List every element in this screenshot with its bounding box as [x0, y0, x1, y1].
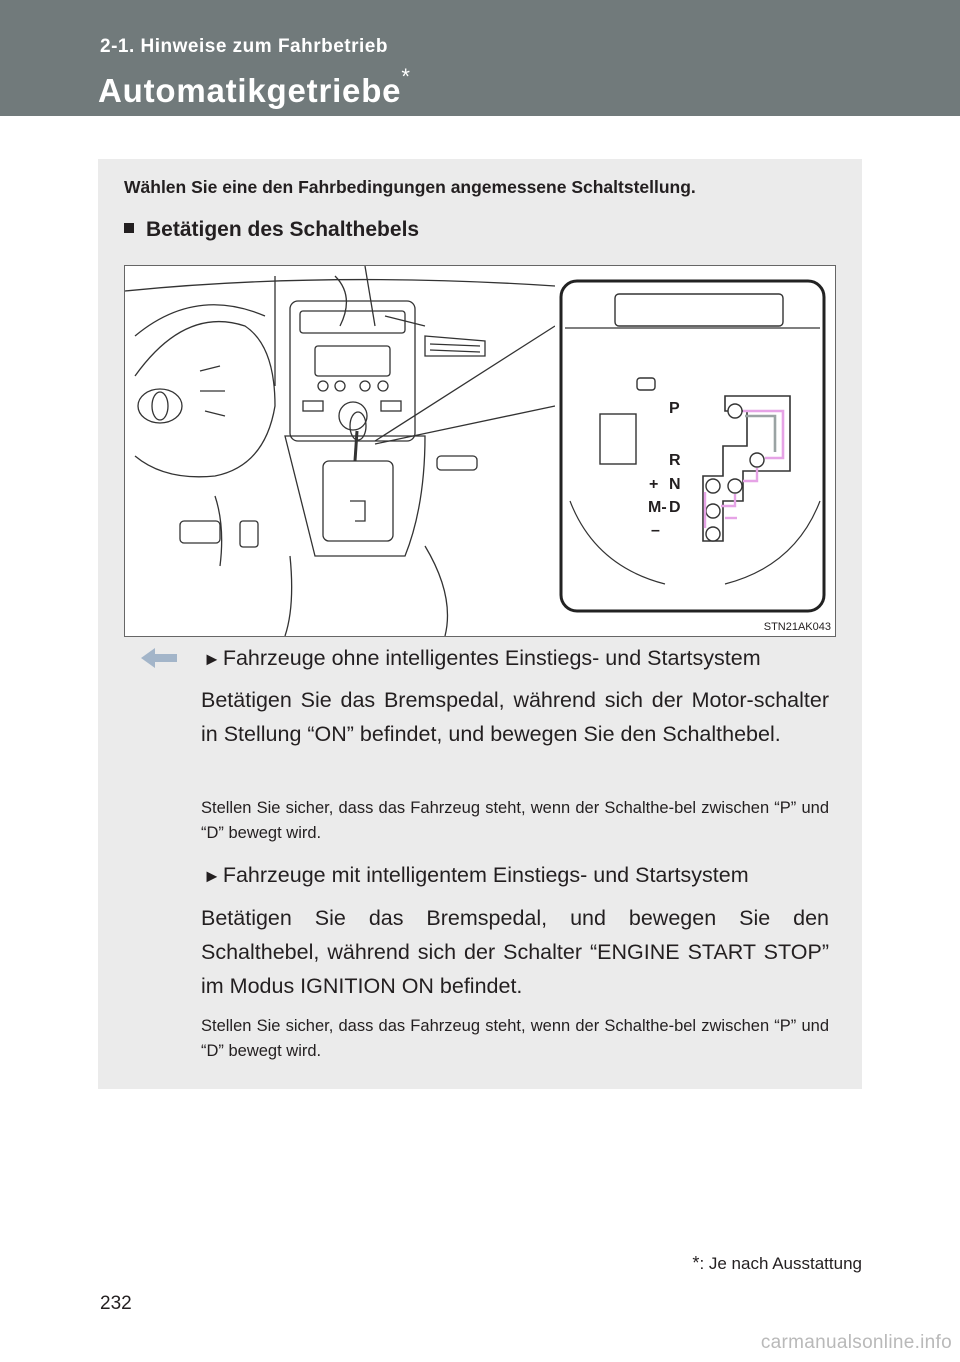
page-title [98, 64, 411, 110]
asterisk-icon: * [692, 1253, 700, 1273]
condition-1-text: Fahrzeuge ohne intelligentes Einstiegs- und Startsystem [222, 646, 761, 670]
condition-2 [203, 863, 749, 888]
mode-label-minus: – [651, 522, 660, 539]
note-1: Stellen Sie sicher, dass das Fahrzeug steht, wenn der Schalthe-bel zwischen “P” und “D” bewegt wird. [201, 799, 829, 842]
paragraph-1: Betätigen Sie das Bremspedal, während sich der Motor-schalter in Stellung “ON” befindet, und bewegen Sie den Schalthebel. [201, 688, 829, 746]
page-number: 232 [100, 1293, 132, 1314]
triangle-bullet-icon: ► [203, 649, 221, 669]
gate-label-p: P [669, 400, 680, 417]
toyota-logo-icon [138, 389, 182, 423]
mode-label-m: M- [648, 499, 667, 516]
subheading [124, 218, 419, 242]
dashboard-illustration [125, 266, 835, 636]
title-text: Automatikgetriebe [98, 72, 402, 109]
condition-2-text: Fahrzeuge mit intelligentem Einstiegs- und Startsystem [222, 863, 749, 887]
paragraph-2: Betätigen Sie das Bremspedal, und bewegen Sie den Schalthebel, während sich der Schalter “ENGINE START STOP” im Modus IGNITION ON befindet. [201, 906, 829, 998]
shift-lever-figure [124, 265, 836, 637]
condition-1 [203, 646, 761, 671]
footnote [692, 1253, 862, 1274]
title-asterisk-marker: * [401, 64, 411, 89]
square-bullet-icon [124, 223, 134, 233]
watermark-link[interactable]: carmanualsonline.info [760, 1332, 952, 1353]
figure-code: STN21AK043 [763, 621, 831, 633]
back-arrow-icon [141, 648, 177, 668]
page-header-bar [0, 0, 960, 116]
gate-label-n: N [669, 476, 681, 493]
gate-label-d: D [669, 499, 681, 516]
triangle-bullet-icon: ► [203, 866, 221, 886]
note-2: Stellen Sie sicher, dass das Fahrzeug steht, wenn der Schalthe-bel zwischen “P” und “D” bewegt wird. [201, 1017, 829, 1060]
gate-label-r: R [669, 452, 681, 469]
section-label: 2-1. Hinweise zum Fahrbetrieb [100, 36, 388, 57]
steering-wheel-shape [135, 322, 275, 477]
mode-label-plus: + [649, 476, 659, 493]
subheading-text: Betätigen des Schalthebels [146, 218, 420, 241]
footnote-text: : Je nach Ausstattung [699, 1254, 862, 1273]
intro-text: Wählen Sie eine den Fahrbedingungen angemessene Schaltstellung. [124, 177, 696, 197]
